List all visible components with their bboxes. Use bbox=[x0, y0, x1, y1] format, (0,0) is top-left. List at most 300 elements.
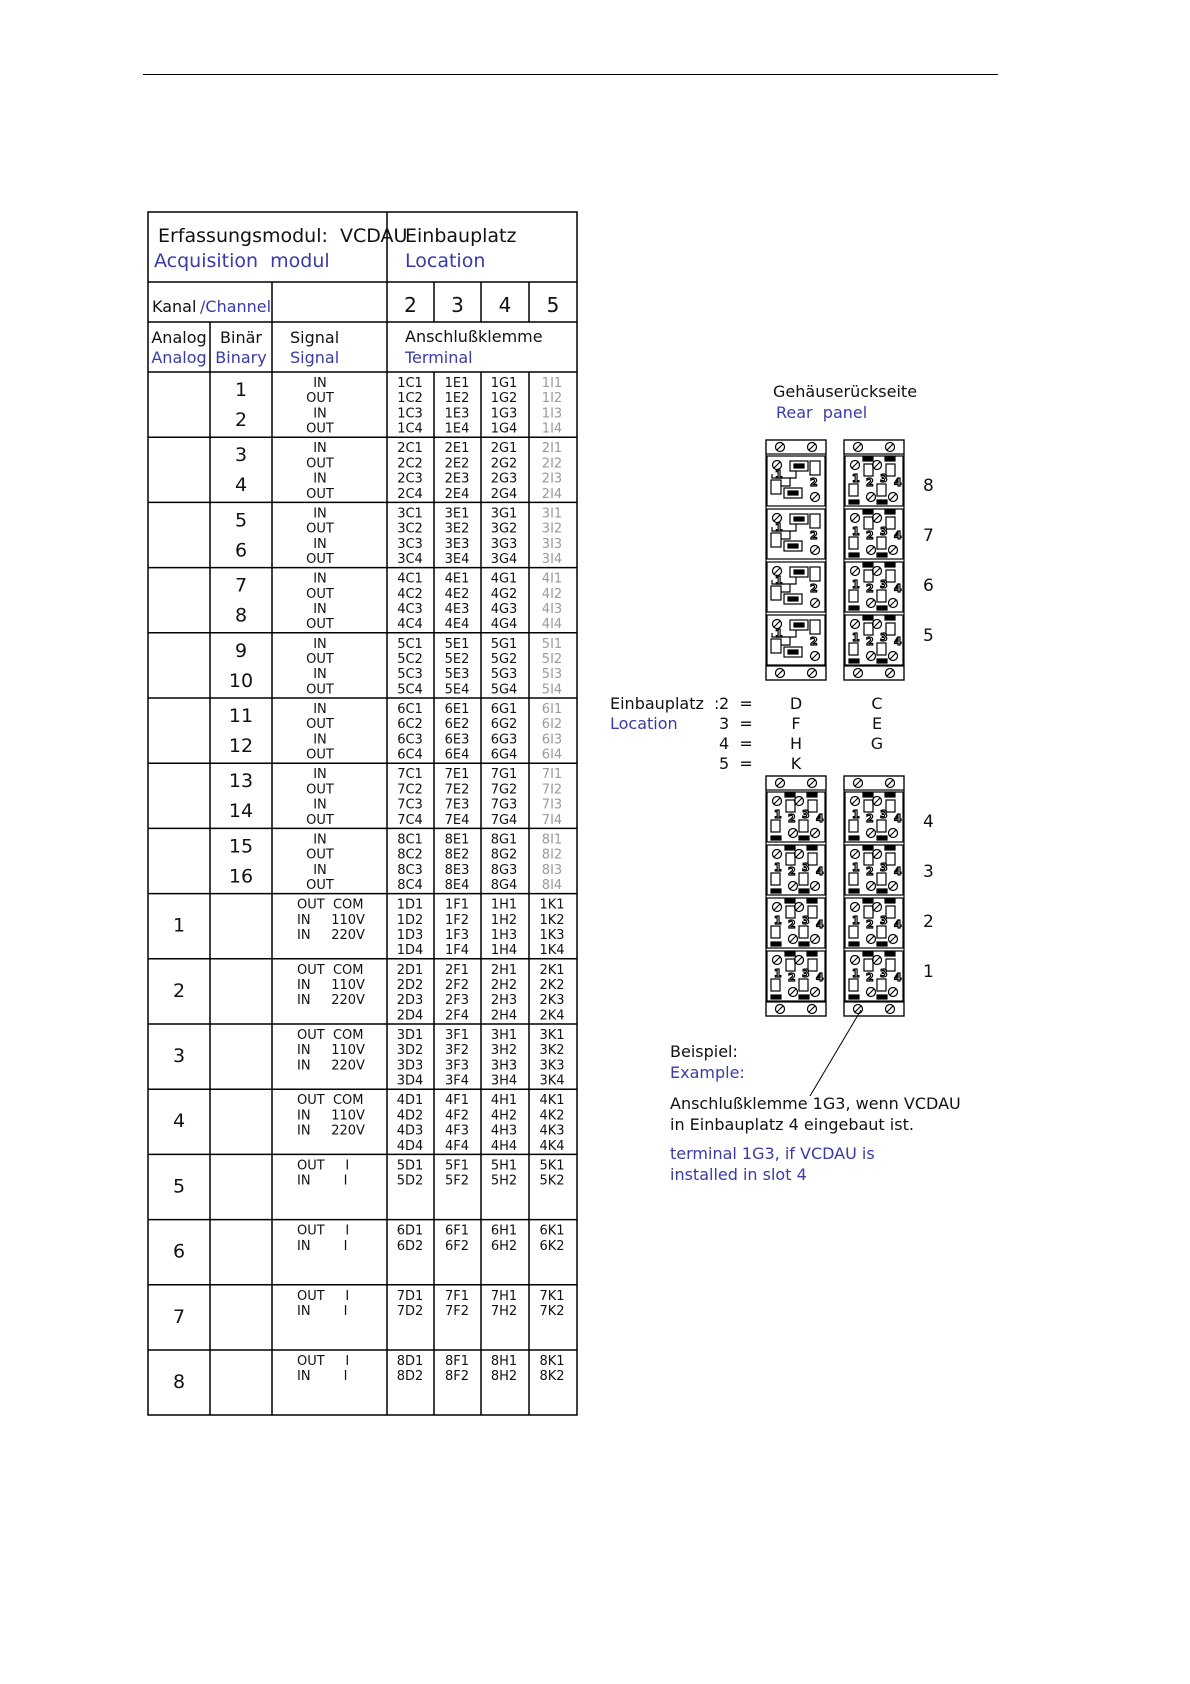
terminal-id: 2C3 bbox=[397, 471, 423, 487]
kanal-label: Kanal bbox=[152, 297, 197, 316]
signal-name: IN I bbox=[297, 1238, 348, 1254]
terminal-id: 8H2 bbox=[490, 1369, 518, 1385]
terminal-slot bbox=[877, 590, 886, 602]
terminal-id: 6C3 bbox=[397, 732, 423, 748]
terminal-id: 2E4 bbox=[444, 486, 470, 502]
terminal-id: 7G1 bbox=[490, 767, 518, 783]
terminal-slot bbox=[771, 820, 780, 832]
slot-number: 3 bbox=[451, 293, 464, 317]
screw-slot bbox=[796, 798, 802, 804]
terminal-slot bbox=[864, 517, 873, 529]
relay-contact-bar bbox=[788, 544, 798, 548]
screw-slot bbox=[812, 936, 818, 942]
pin-label: 1 bbox=[774, 808, 782, 821]
terminal-id: 3E3 bbox=[444, 536, 470, 552]
terminal-id: 7I3 bbox=[541, 797, 563, 813]
terminal-id: 8G3 bbox=[490, 862, 518, 878]
terminal-id: 8E4 bbox=[444, 878, 470, 893]
terminal-id: 1E3 bbox=[444, 406, 470, 422]
slot-mapping-right: E bbox=[871, 714, 883, 733]
pin-label: 2 bbox=[788, 971, 796, 984]
terminal-slot bbox=[877, 926, 886, 938]
terminal-slot bbox=[864, 464, 873, 476]
signal-name: OUT bbox=[306, 521, 334, 537]
signal-name: IN bbox=[313, 832, 327, 848]
screw-slot bbox=[890, 547, 896, 553]
terminal-id: 2E3 bbox=[444, 471, 470, 487]
screw-slot bbox=[887, 780, 893, 786]
terminal-id: 2C4 bbox=[397, 486, 423, 502]
terminal-bar bbox=[799, 889, 809, 893]
screw-slot bbox=[855, 780, 861, 786]
terminal-id: 3H4 bbox=[490, 1073, 518, 1089]
terminal-bar bbox=[771, 942, 781, 946]
signal-name: IN 220V bbox=[297, 993, 365, 1009]
terminal-bar bbox=[799, 995, 809, 999]
relay-contact-bar bbox=[794, 623, 804, 627]
signal-name: OUT COM bbox=[297, 1093, 364, 1109]
pin-label: 3 bbox=[880, 525, 888, 538]
relay-contact-bar bbox=[788, 650, 798, 654]
terminal-slot bbox=[864, 959, 873, 971]
terminal-id: 3E1 bbox=[444, 506, 470, 522]
terminal-id: 2F1 bbox=[444, 962, 470, 978]
signal-name: OUT bbox=[306, 617, 334, 633]
terminal-id: 8G2 bbox=[490, 847, 518, 863]
terminal-slot bbox=[849, 484, 858, 496]
terminal-bar bbox=[877, 995, 887, 999]
screw-slot bbox=[809, 780, 815, 786]
pin-label: 3 bbox=[802, 914, 810, 927]
terminal-id: 8E2 bbox=[444, 847, 470, 863]
terminal-id: 6H1 bbox=[490, 1223, 518, 1239]
location-title-de: Einbauplatz bbox=[405, 225, 517, 247]
terminal-bar bbox=[885, 952, 895, 956]
terminal-id: 3C4 bbox=[397, 552, 423, 567]
screw-slot bbox=[809, 670, 815, 676]
location-mapping-title-en: Location bbox=[610, 714, 678, 733]
pin-label: 4 bbox=[894, 865, 902, 878]
terminal-id: 5D2 bbox=[396, 1173, 424, 1189]
terminal-id: 4E1 bbox=[444, 571, 470, 587]
terminal-id: 4K1 bbox=[539, 1093, 565, 1109]
terminal-id: 5I4 bbox=[541, 682, 563, 698]
signal-name: IN I bbox=[297, 1304, 348, 1319]
terminal-id: 1H1 bbox=[490, 897, 518, 913]
terminal-slot bbox=[849, 820, 858, 832]
screw-slot bbox=[874, 568, 880, 574]
terminal-id: 3H3 bbox=[490, 1058, 518, 1074]
screw-slot bbox=[852, 515, 858, 521]
screw-slot bbox=[812, 883, 818, 889]
terminal-id: 1D1 bbox=[396, 897, 424, 913]
binary-channel-number: 8 bbox=[234, 604, 248, 627]
terminal-id: 4G3 bbox=[490, 602, 518, 617]
terminal-id: 8G4 bbox=[490, 878, 518, 893]
terminal-id: 3K2 bbox=[539, 1043, 565, 1059]
relay-contact bbox=[771, 533, 781, 547]
slot-number: 4 bbox=[498, 293, 512, 317]
screw-slot bbox=[852, 798, 858, 804]
terminal-id: 4I3 bbox=[541, 602, 563, 617]
terminal-id: 4E3 bbox=[444, 602, 470, 617]
terminal-id: 2C2 bbox=[397, 456, 423, 472]
pin-label: 3 bbox=[880, 861, 888, 874]
pin-label: 2 bbox=[866, 812, 874, 825]
terminal-id: 2D4 bbox=[396, 1008, 424, 1024]
terminal-id: 5C3 bbox=[397, 667, 423, 683]
analog-channel-number: 6 bbox=[172, 1240, 186, 1263]
terminal-id: 4E2 bbox=[444, 586, 470, 602]
terminal-id: 8I1 bbox=[541, 832, 563, 848]
terminal-id: 8I2 bbox=[541, 847, 563, 863]
terminal-id: 1C4 bbox=[397, 421, 423, 437]
screw-slot bbox=[774, 957, 780, 963]
terminal-id: 1I3 bbox=[541, 406, 563, 422]
terminal-bar bbox=[863, 899, 873, 903]
screw-slot bbox=[777, 780, 783, 786]
terminal-id: 8D1 bbox=[396, 1354, 424, 1369]
screw-slot bbox=[812, 830, 818, 836]
terminal-id: 3C3 bbox=[397, 536, 423, 552]
terminal-id: 7F2 bbox=[444, 1304, 470, 1319]
pin-label: 4 bbox=[816, 865, 824, 878]
terminal-id: 7C2 bbox=[397, 782, 423, 798]
screw-slot bbox=[790, 883, 796, 889]
slot-mapping-number: 4 = bbox=[719, 734, 753, 753]
terminal-id: 4I1 bbox=[541, 571, 563, 587]
pin-label: 2 bbox=[866, 971, 874, 984]
terminal-id: 7I2 bbox=[541, 782, 563, 798]
binary-channel-number: 6 bbox=[234, 539, 248, 562]
terminal-id: 3G4 bbox=[490, 552, 518, 567]
screw-slot bbox=[890, 653, 896, 659]
terminal-id: 4F3 bbox=[444, 1123, 470, 1139]
terminal-slot bbox=[799, 820, 808, 832]
analog-channel-number: 3 bbox=[172, 1045, 186, 1067]
terminal-bar bbox=[807, 899, 817, 903]
terminal-id: 2K1 bbox=[539, 962, 565, 978]
screw-slot bbox=[855, 670, 861, 676]
terminal-id: 7H2 bbox=[490, 1304, 518, 1319]
screw-slot bbox=[874, 621, 880, 627]
signal-name: OUT COM bbox=[297, 897, 364, 913]
signal-name: OUT I bbox=[297, 1223, 350, 1239]
terminal-id: 4H2 bbox=[490, 1108, 518, 1124]
terminal-id: 2H2 bbox=[490, 978, 518, 993]
terminal-id: 4K3 bbox=[539, 1123, 565, 1139]
signal-name: OUT COM bbox=[297, 962, 364, 978]
binary-channel-number: 14 bbox=[228, 800, 254, 823]
terminal-id: 1C1 bbox=[397, 376, 423, 391]
terminal-id: 8H1 bbox=[490, 1354, 518, 1369]
terminal-id: 8K2 bbox=[539, 1369, 565, 1385]
terminal-id: 6I3 bbox=[541, 732, 563, 748]
terminal-id: 1K4 bbox=[539, 943, 565, 959]
signal-name: IN 220V bbox=[297, 1123, 365, 1139]
terminal-id: 1G2 bbox=[490, 391, 518, 407]
pin-label: 2 bbox=[810, 529, 818, 542]
signal-name: IN bbox=[313, 571, 327, 587]
terminal-id: 6C2 bbox=[397, 717, 423, 733]
terminal-slot bbox=[877, 643, 886, 655]
analog-channel-number: 2 bbox=[172, 979, 186, 1002]
pin-label: 3 bbox=[802, 967, 810, 980]
pin-label: 2 bbox=[866, 582, 874, 595]
pin-label: 3 bbox=[880, 578, 888, 591]
screw-slot bbox=[887, 444, 893, 450]
terminal-id: 7E1 bbox=[444, 767, 470, 783]
signal-name: OUT bbox=[306, 391, 334, 407]
binary-channel-number: 1 bbox=[234, 379, 248, 401]
pin-label: 2 bbox=[866, 865, 874, 878]
terminal-id: 1E1 bbox=[444, 376, 470, 391]
pin-label: 2 bbox=[866, 529, 874, 542]
signal-name: IN bbox=[313, 767, 327, 783]
signal-name: OUT bbox=[306, 456, 334, 472]
terminal-id: 1C2 bbox=[397, 391, 423, 407]
module-title-en: Acquisition modul bbox=[154, 250, 330, 272]
screw-slot bbox=[874, 515, 880, 521]
terminal-id: 5G4 bbox=[490, 682, 518, 698]
terminal-id: 1I2 bbox=[541, 391, 563, 407]
binary-label-en: Binary bbox=[215, 348, 267, 367]
screw-slot bbox=[812, 494, 818, 500]
signal-name: IN bbox=[313, 732, 327, 748]
screw-slot bbox=[887, 1006, 893, 1012]
terminal-slot bbox=[849, 590, 858, 602]
terminal-id: 2F4 bbox=[444, 1008, 470, 1024]
signal-name: OUT bbox=[306, 782, 334, 798]
terminal-id: 1H4 bbox=[490, 943, 518, 959]
screw-slot bbox=[852, 957, 858, 963]
terminal-id: 3K3 bbox=[539, 1058, 565, 1074]
terminal-id: 4E4 bbox=[444, 617, 470, 633]
terminal-id: 4D4 bbox=[396, 1138, 424, 1154]
terminal-id: 3C2 bbox=[397, 521, 423, 537]
slot-mapping-right: C bbox=[871, 694, 883, 713]
screw-slot bbox=[777, 670, 783, 676]
screw-slot bbox=[777, 444, 783, 450]
terminal-id: 3D4 bbox=[396, 1073, 424, 1089]
analog-channel-number: 4 bbox=[172, 1110, 186, 1133]
screw-slot bbox=[812, 989, 818, 995]
screw-slot bbox=[777, 1006, 783, 1012]
binary-label-de: Binär bbox=[220, 328, 262, 347]
analog-channel-number: 8 bbox=[172, 1371, 186, 1393]
example-title-de: Beispiel: bbox=[670, 1042, 738, 1061]
terminal-bar bbox=[771, 995, 781, 999]
terminal-id: 5G3 bbox=[490, 667, 518, 683]
relay-contact bbox=[810, 514, 820, 528]
screw-slot bbox=[868, 989, 874, 995]
screw-slot bbox=[874, 851, 880, 857]
terminal-id: 2G1 bbox=[490, 441, 518, 457]
binary-channel-number: 2 bbox=[234, 409, 248, 431]
screw-slot bbox=[812, 600, 818, 606]
terminal-id: 4I4 bbox=[541, 617, 563, 633]
terminal-id: 7E4 bbox=[444, 812, 470, 828]
terminal-id: 6E2 bbox=[444, 717, 470, 733]
row-number-label: 2 bbox=[923, 912, 934, 932]
terminal-id: 6G4 bbox=[490, 747, 518, 763]
terminal-id: 7I1 bbox=[541, 767, 563, 783]
terminal-slot bbox=[877, 979, 886, 991]
terminal-bar bbox=[885, 616, 895, 620]
relay-contact bbox=[810, 620, 820, 634]
terminal-id: 3F2 bbox=[444, 1043, 470, 1059]
screw-slot bbox=[790, 830, 796, 836]
terminal-id: 8C1 bbox=[397, 832, 423, 848]
terminal-id: 7G4 bbox=[490, 812, 518, 828]
terminal-id: 2F3 bbox=[444, 993, 470, 1009]
terminal-id: 2K4 bbox=[539, 1008, 565, 1024]
terminal-id: 1E2 bbox=[444, 391, 470, 407]
terminal-id: 3I3 bbox=[541, 536, 563, 552]
pin-label: 4 bbox=[894, 918, 902, 931]
signal-name: OUT COM bbox=[297, 1028, 364, 1043]
pin-label: 1 bbox=[852, 861, 860, 874]
signal-name: IN bbox=[313, 506, 327, 522]
example-pointer bbox=[810, 1010, 861, 1096]
pin-label: 1 bbox=[775, 574, 783, 587]
terminal-id: 6C4 bbox=[397, 747, 423, 763]
terminal-bar bbox=[849, 889, 859, 893]
terminal-id: 2G2 bbox=[490, 456, 518, 472]
pin-label: 2 bbox=[810, 635, 818, 648]
terminal-bar bbox=[863, 510, 873, 514]
pin-label: 1 bbox=[775, 627, 783, 640]
terminal-id: 7D1 bbox=[396, 1288, 424, 1304]
terminal-slot bbox=[849, 537, 858, 549]
terminal-id: 6E1 bbox=[444, 702, 470, 717]
binary-channel-number: 5 bbox=[234, 509, 248, 532]
terminal-bar bbox=[849, 553, 859, 557]
terminal-id: 5C4 bbox=[397, 682, 423, 698]
terminal-id: 7C4 bbox=[397, 812, 423, 828]
terminal-id: 8D2 bbox=[396, 1369, 424, 1385]
screw-slot bbox=[890, 600, 896, 606]
example-text-en bbox=[670, 1143, 875, 1185]
relay-contact-bar bbox=[794, 517, 804, 521]
terminal-id: 2I2 bbox=[541, 456, 563, 472]
pin-label: 1 bbox=[852, 631, 860, 644]
terminal-id: 4H1 bbox=[490, 1093, 518, 1109]
slot-mapping-number: 2 = bbox=[719, 694, 753, 713]
terminal-slot bbox=[849, 979, 858, 991]
terminal-id: 3D1 bbox=[396, 1028, 424, 1043]
terminal-slot bbox=[786, 906, 795, 918]
signal-name: OUT I bbox=[297, 1354, 350, 1369]
screw-slot bbox=[852, 904, 858, 910]
terminal-id: 2C1 bbox=[397, 441, 423, 457]
pin-label: 2 bbox=[866, 476, 874, 489]
terminal-id: 5E1 bbox=[444, 636, 470, 652]
binary-channel-number: 15 bbox=[228, 835, 254, 858]
terminal-id: 4D2 bbox=[396, 1108, 424, 1124]
terminal-slot bbox=[799, 873, 808, 885]
terminal-slot bbox=[799, 979, 808, 991]
relay-contact bbox=[810, 567, 820, 581]
screw-slot bbox=[868, 494, 874, 500]
terminal-id: 1D4 bbox=[396, 943, 424, 959]
terminal-id: 8C2 bbox=[397, 847, 423, 863]
terminal-id: 8C3 bbox=[397, 862, 423, 878]
terminal-slot bbox=[799, 926, 808, 938]
terminal-id: 1D3 bbox=[396, 928, 424, 943]
terminal-slot bbox=[864, 853, 873, 865]
terminal-id: 4F2 bbox=[444, 1108, 470, 1124]
terminal-bar bbox=[785, 952, 795, 956]
location-title-en: Location bbox=[405, 250, 486, 272]
terminal-id: 4K2 bbox=[539, 1108, 565, 1124]
terminal-id: 3G3 bbox=[490, 536, 518, 552]
terminal-id: 1H3 bbox=[490, 928, 518, 943]
screw-slot bbox=[852, 621, 858, 627]
terminal-id: 5I3 bbox=[541, 667, 563, 683]
terminal-id: 5G1 bbox=[490, 636, 518, 652]
terminal-bar bbox=[877, 889, 887, 893]
terminal-id: 1H2 bbox=[490, 912, 518, 928]
binary-channel-number: 13 bbox=[228, 770, 254, 793]
terminal-id: 3F1 bbox=[444, 1028, 470, 1043]
row-number-label: 4 bbox=[923, 812, 934, 832]
terminal-bar bbox=[807, 793, 817, 797]
terminal-id: 2H4 bbox=[490, 1008, 518, 1024]
relay-contact bbox=[771, 586, 781, 600]
terminal-bar bbox=[771, 889, 781, 893]
terminal-id: 6C1 bbox=[397, 702, 423, 717]
terminal-id: 4C1 bbox=[397, 571, 423, 587]
terminal-id: 1C3 bbox=[397, 406, 423, 422]
pin-label: 4 bbox=[894, 812, 902, 825]
terminal-id: 8C4 bbox=[397, 878, 423, 893]
relay-contact bbox=[771, 480, 781, 494]
terminal-bar bbox=[885, 846, 895, 850]
terminal-bar bbox=[785, 846, 795, 850]
slot-mapping-left: F bbox=[791, 714, 801, 733]
screw-slot bbox=[890, 936, 896, 942]
screw-slot bbox=[868, 600, 874, 606]
signal-name: IN I bbox=[297, 1369, 348, 1385]
terminal-slot bbox=[877, 820, 886, 832]
slot-mapping-left: D bbox=[789, 694, 803, 713]
terminal-id: 4F4 bbox=[444, 1138, 470, 1154]
screw-slot bbox=[874, 462, 880, 468]
analog-channel-number: 5 bbox=[172, 1175, 186, 1198]
slot-number: 5 bbox=[546, 293, 560, 317]
binary-channel-number: 10 bbox=[228, 669, 254, 692]
signal-name: IN bbox=[313, 636, 327, 652]
pin-label: 1 bbox=[775, 521, 783, 534]
terminal-id: 5K1 bbox=[539, 1158, 565, 1174]
terminal-id: 2F2 bbox=[444, 978, 470, 993]
terminal-id: 1F2 bbox=[444, 912, 470, 928]
binary-channel-number: 3 bbox=[234, 444, 248, 467]
example-title-en: Example: bbox=[670, 1063, 745, 1082]
terminal-slot bbox=[771, 873, 780, 885]
screw-slot bbox=[852, 462, 858, 468]
row-number-label: 7 bbox=[923, 526, 934, 546]
terminal-bar bbox=[877, 553, 887, 557]
terminal-id: 3E2 bbox=[444, 521, 470, 537]
screw-slot bbox=[774, 904, 780, 910]
pin-label: 4 bbox=[894, 529, 902, 542]
pin-label: 2 bbox=[866, 918, 874, 931]
screw-slot bbox=[890, 883, 896, 889]
terminal-bar bbox=[849, 500, 859, 504]
signal-name: IN bbox=[313, 441, 327, 457]
